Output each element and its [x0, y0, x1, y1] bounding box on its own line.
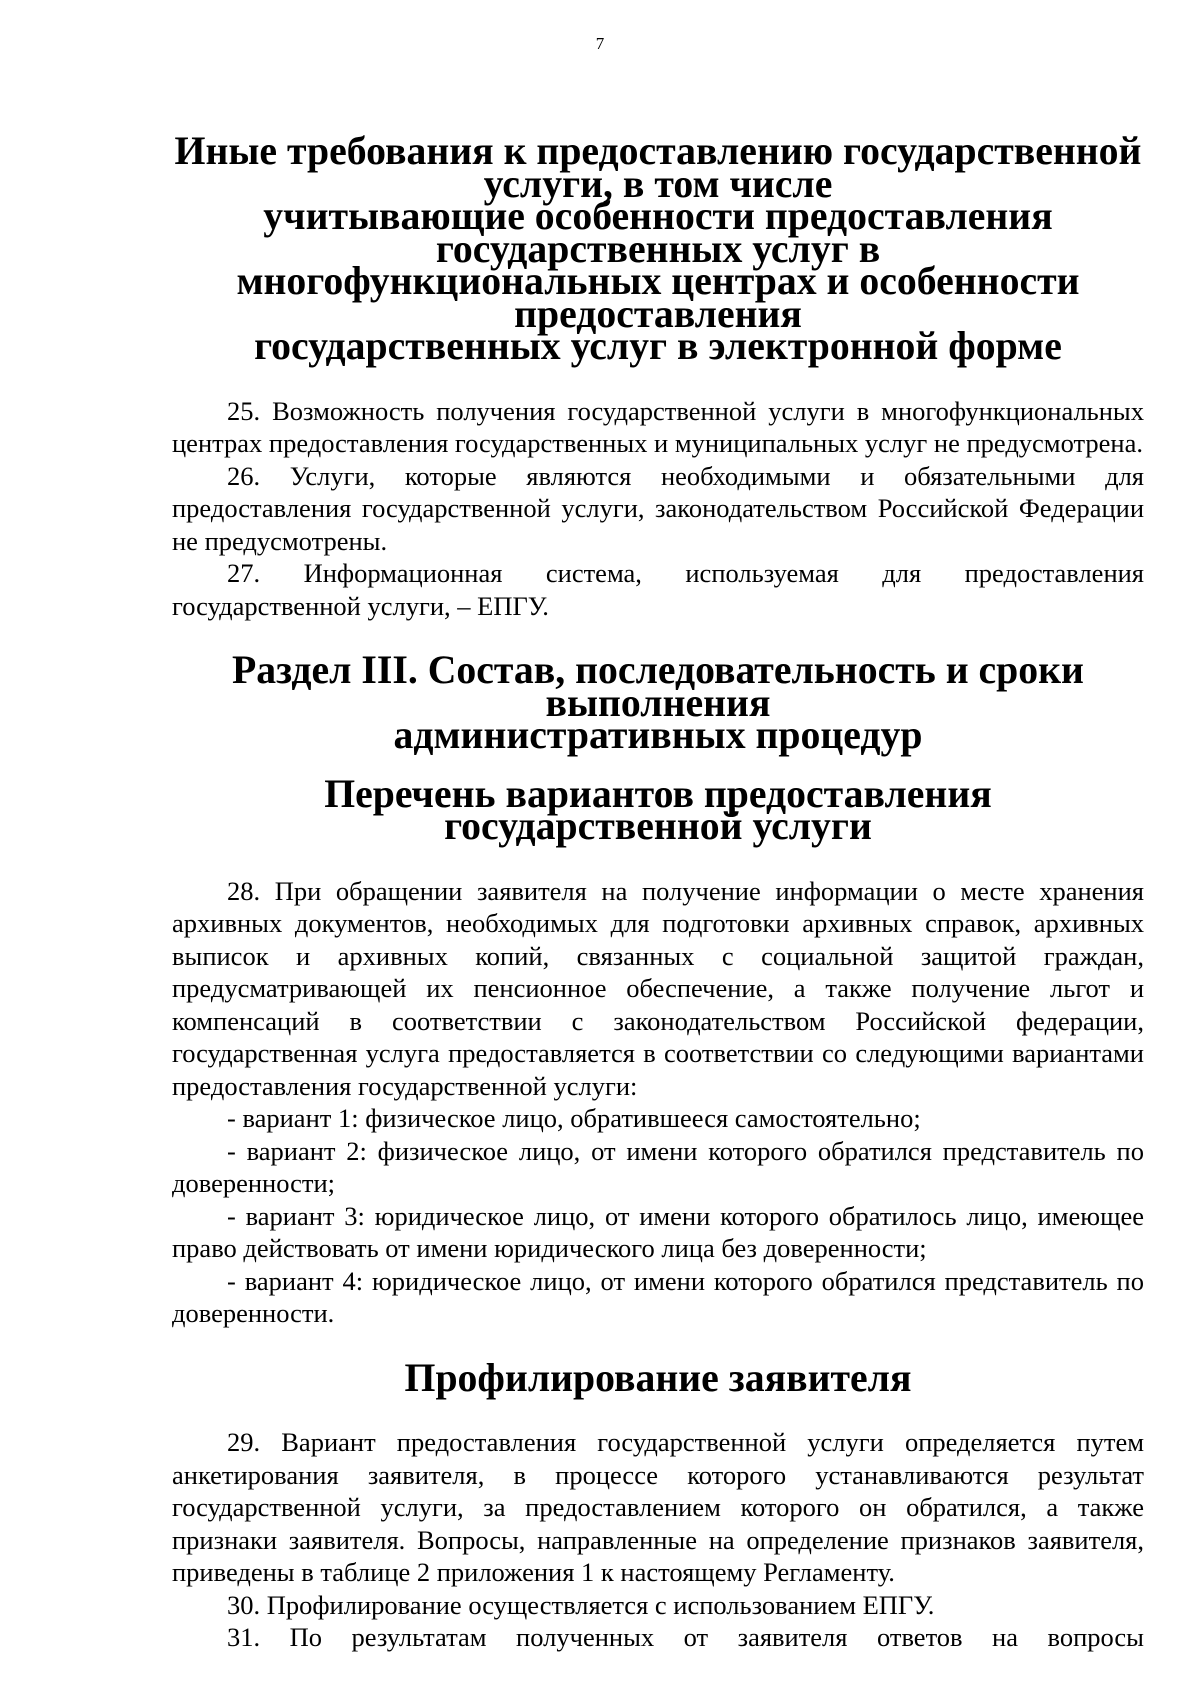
heading-line: административных процедур [393, 713, 923, 757]
section-heading-profiling: Профилирование заявителя [404, 1355, 912, 1400]
variant-item-3: - вариант 3: юридическое лицо, от имени которого обратилось лицо, имеющее право действовать от имени юридического лица без доверенности; [172, 1200, 1144, 1263]
paragraph-31: 31. По результатам полученных от заявителя ответов на вопросы [227, 1622, 1144, 1652]
variant-item-1: - вариант 1: физическое лицо, обратившееся самостоятельно; [227, 1103, 921, 1133]
heading-line: Раздел III. Состав, последовательность и сроки выполнения [232, 648, 1084, 725]
paragraph-30: 30. Профилирование осуществляется с использованием ЕПГУ. [227, 1589, 935, 1620]
paragraph-29: 29. Вариант предоставления государственной услуги определяется путем анкетирования заявителя, в процессе которого устанавливаются результат государственной услуги, за предоставлением которого он обратился, а также признаки заявителя. Вопросы, направленные на определение признаков заявителя, приведены в таблице 2 приложения 1 к настоящему Регламенту. [172, 1427, 1144, 1587]
heading-line: учитывающие особенности предоставления государственных услуг в [263, 194, 1053, 271]
paragraph-27: 27. Информационная система, используемая для предоставления государственной услуги, – ЕПГУ. [172, 558, 1144, 621]
heading-line: государственных услуг в электронной форме [254, 324, 1062, 368]
heading-line: многофункциональных центрах и особенности предоставления [236, 259, 1080, 336]
section-heading-variants-list: Перечень вариантов предоставления государственной услуги [324, 771, 992, 848]
page-content [172, 129, 1144, 1654]
paragraph-25: 25. Возможность получения государственной услуги в многофункциональных центрах предоставления государственных и муниципальных услуг не предусмотрена. [172, 395, 1144, 458]
paragraph-28: 28. При обращении заявителя на получение информации о месте хранения архивных документов, необходимых для подготовки архивных справок, архивных выписок и архивных копий, связанных с социальной защитой граждан, предусматривающей их пенсионное обеспечение, а также получение льгот и компенсаций в соответствии с законодательством Российской федерации, государственная услуга предоставляется в соответствии со следующими вариантами предоставления государственной услуги: [172, 875, 1144, 1101]
variant-item-2: - вариант 2: физическое лицо, от имени которого обратился представитель по доверенности; [172, 1135, 1144, 1198]
paragraph-26: 26. Услуги, которые являются необходимыми и обязательными для предоставления государственной услуги, законодательством Российской Федерации не предусмотрены. [172, 460, 1144, 556]
page-number: 7 [595, 34, 605, 53]
section-heading-other-requirements [172, 129, 1144, 368]
heading-line: Иные требования к предоставлению государственной услуги, в том числе [174, 129, 1142, 206]
variant-item-4: - вариант 4: юридическое лицо, от имени которого обратился представитель по доверенности. [172, 1265, 1144, 1328]
section-heading-part-3 [172, 648, 1144, 757]
